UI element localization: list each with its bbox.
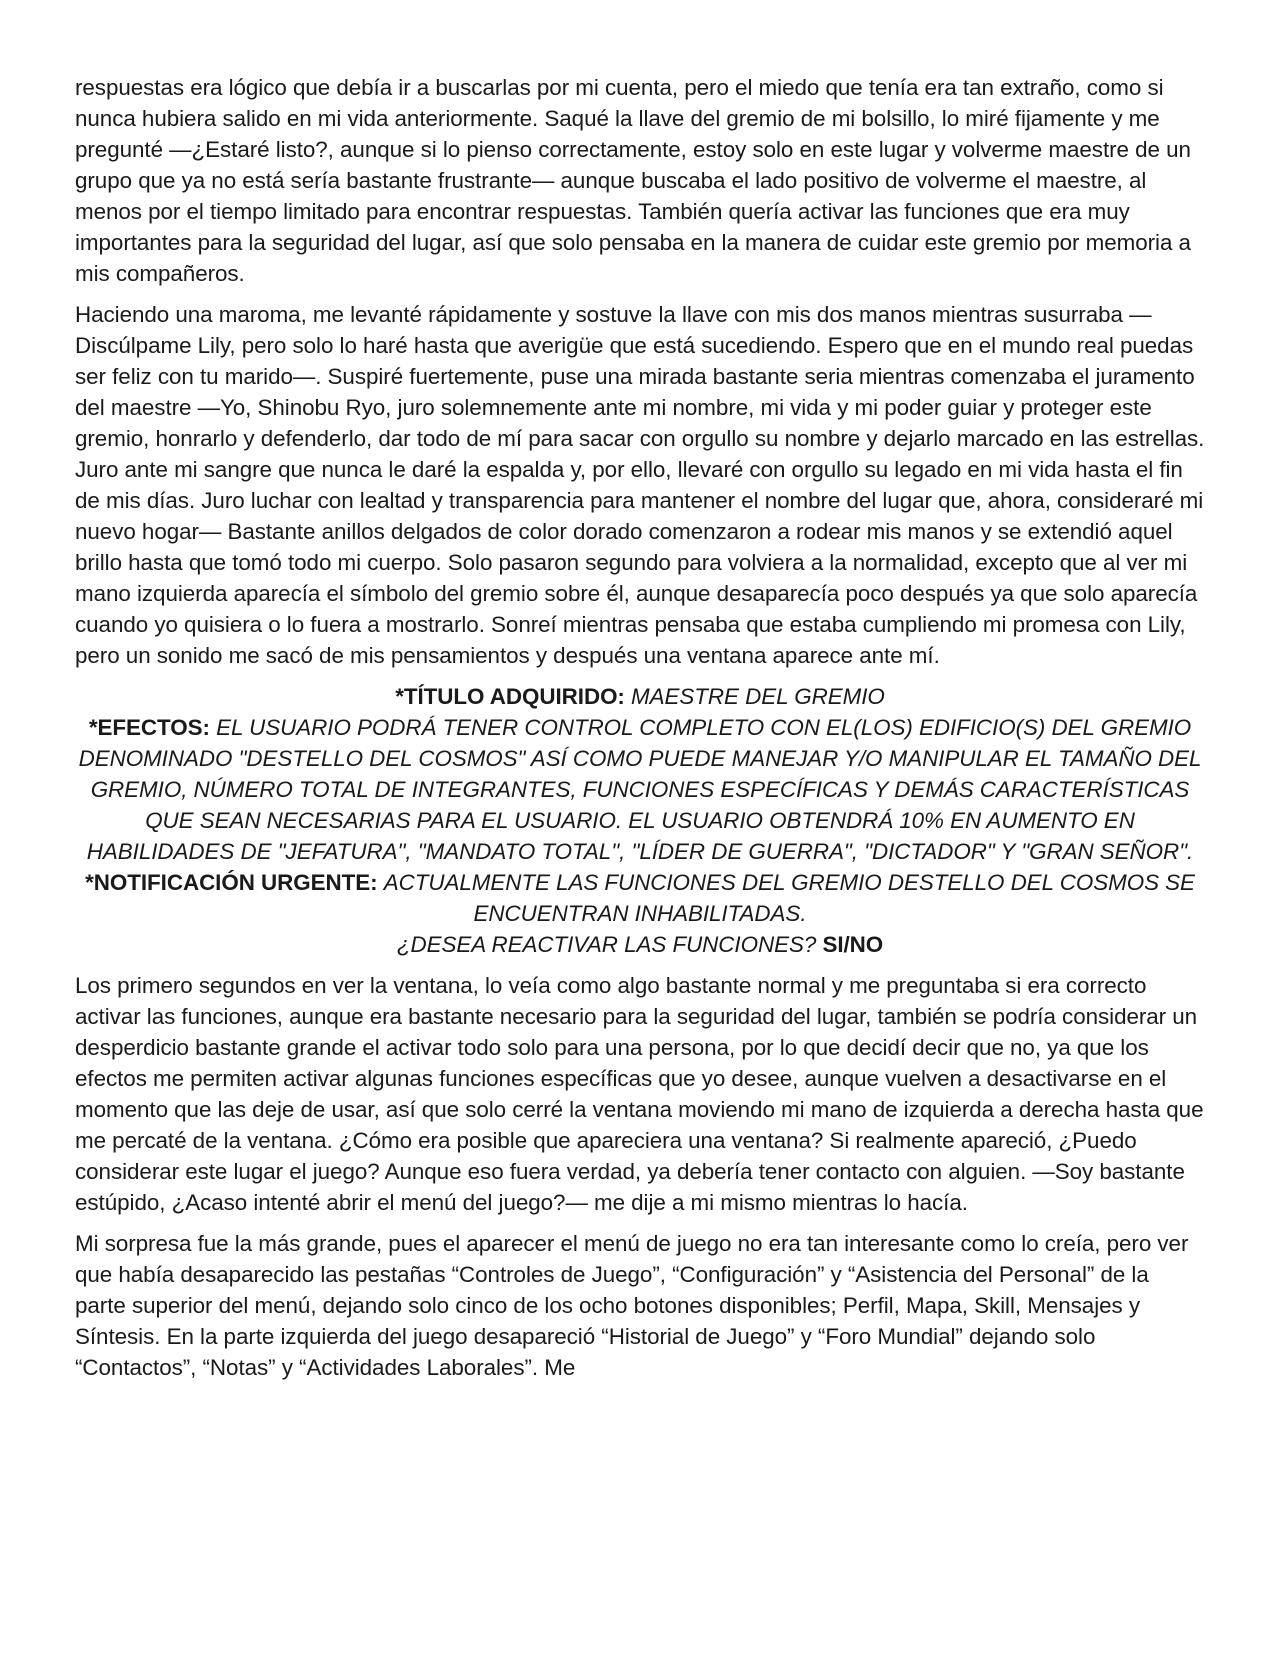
title-acquired-value: MAESTRE DEL GREMIO — [631, 684, 885, 709]
effects-line — [75, 712, 1205, 867]
urgent-notification-line — [75, 867, 1205, 929]
yes-no-options: SI/NO — [822, 932, 884, 957]
urgent-notification-value: ACTUALMENTE LAS FUNCIONES DEL GREMIO DESTELLO DEL COSMOS SE ENCUENTRAN INHABILITADAS. — [383, 870, 1195, 926]
paragraph-2: Haciendo una maroma, me levanté rápidamente y sostuve la llave con mis dos manos mientras susurraba —Discúlpame Lily, pero solo lo haré hasta que averigüe que está sucediendo. Espero que en el mundo real puedas ser feliz con tu marido—. Suspiré fuertemente, puse una mirada bastante seria mientras comenzaba el juramento del maestre —Yo, Shinobu Ryo, juro solemnemente ante mi nombre, mi vida y mi poder guiar y proteger este gremio, honrarlo y defenderlo, dar todo de mí para sacar con orgullo su nombre y dejarlo marcado en las estrellas. Juro ante mi sangre que nunca le daré la espalda y, por ello, llevaré con orgullo su legado en mi vida hasta el fin de mis días. Juro luchar con lealtad y transparencia para mantener el nombre del lugar que, ahora, consideraré mi nuevo hogar— Bastante anillos delgados de color dorado comenzaron a rodear mis manos y se extendió aquel brillo hasta que tomó todo mi cuerpo. Solo pasaron segundo para volviera a la normalidad, excepto que al ver mi mano izquierda aparecía el símbolo del gremio sobre él, aunque desaparecía poco después ya que solo aparecía cuando yo quisiera o lo fuera a mostrarlo. Sonreí mientras pensaba que estaba cumpliendo mi promesa con Lily, pero un sonido me sacó de mis pensamientos y después una ventana aparece ante mí. — [75, 302, 1205, 668]
paragraph-3: Los primero segundos en ver la ventana, lo veía como algo bastante normal y me preguntaba si era correcto activar las funciones, aunque era bastante necesario para la seguridad del lugar, también se podría considerar un desperdicio bastante grande el activar todo solo para una persona, por lo que decidí decir que no, ya que los efectos me permiten activar algunas funciones específicas que yo desee, aunque vuelven a desactivarse en el momento que las deje de usar, así que solo cerré la ventana moviendo mi mano de izquierda a derecha hasta que me percaté de la ventana. ¿Cómo era posible que apareciera una ventana? Si realmente apareció, ¿Puedo considerar este lugar el juego? Aunque eso fuera verdad, ya debería tener contacto con alguien. —Soy bastante estúpido, ¿Acaso intenté abrir el menú del juego?— me dije a mi mismo mientras lo hacía. — [75, 973, 1204, 1215]
document-page — [75, 72, 1205, 1393]
urgent-notification-label: *NOTIFICACIÓN URGENTE: — [85, 870, 378, 895]
effects-value: EL USUARIO PODRÁ TENER CONTROL COMPLETO CON EL(LOS) EDIFICIO(S) DEL GREMIO DENOMINADO "DESTELLO DEL COSMOS" ASÍ COMO PUEDE MANEJAR Y/O MANIPULAR EL TAMAÑO DEL GREMIO, NÚMERO TOTAL DE INTEGRANTES, FUNCIONES ESPECÍFICAS Y DEMÁS CARACTERÍSTICAS QUE SEAN NECESARIAS PARA EL USUARIO. EL USUARIO OBTENDRÁ 10% EN AUMENTO EN HABILIDADES DE "JEFATURA", "MANDATO TOTAL", "LÍDER DE GUERRA", "DICTADOR" Y "GRAN SEÑOR". — [78, 715, 1202, 864]
title-acquired-line — [75, 681, 1205, 712]
paragraph-1: respuestas era lógico que debía ir a buscarlas por mi cuenta, pero el miedo que tenía era tan extraño, como si nunca hubiera salido en mi vida anteriormente. Saqué la llave del gremio de mi bolsillo, lo miré fijamente y me pregunté —¿Estaré listo?, aunque si lo pienso correctamente, estoy solo en este lugar y volverme maestre de un grupo que ya no está sería bastante frustrante— aunque buscaba el lado positivo de volverme el maestre, al menos por el tiempo limitado para encontrar respuestas. También quería activar las funciones que era muy importantes para la seguridad del lugar, así que solo pensaba en la manera de cuidar este gremio por memoria a mis compañeros. — [75, 75, 1191, 286]
system-notification-window — [75, 681, 1205, 960]
paragraph-4: Mi sorpresa fue la más grande, pues el aparecer el menú de juego no era tan interesante como lo creía, pero ver que había desaparecido las pestañas “Controles de Juego”, “Configuración” y “Asistencia del Personal” de la parte superior del menú, dejando solo cinco de los ocho botones disponibles; Perfil, Mapa, Skill, Mensajes y Síntesis. En la parte izquierda del juego desapareció “Historial de Juego” y “Foro Mundial” dejando solo “Contactos”, “Notas” y “Actividades Laborales”. Me — [75, 1231, 1189, 1380]
reactivate-question: ¿DESEA REACTIVAR LAS FUNCIONES? — [396, 932, 817, 957]
reactivate-question-line — [75, 929, 1205, 960]
title-acquired-label: *TÍTULO ADQUIRIDO: — [395, 684, 625, 709]
effects-label: *EFECTOS: — [88, 715, 210, 740]
